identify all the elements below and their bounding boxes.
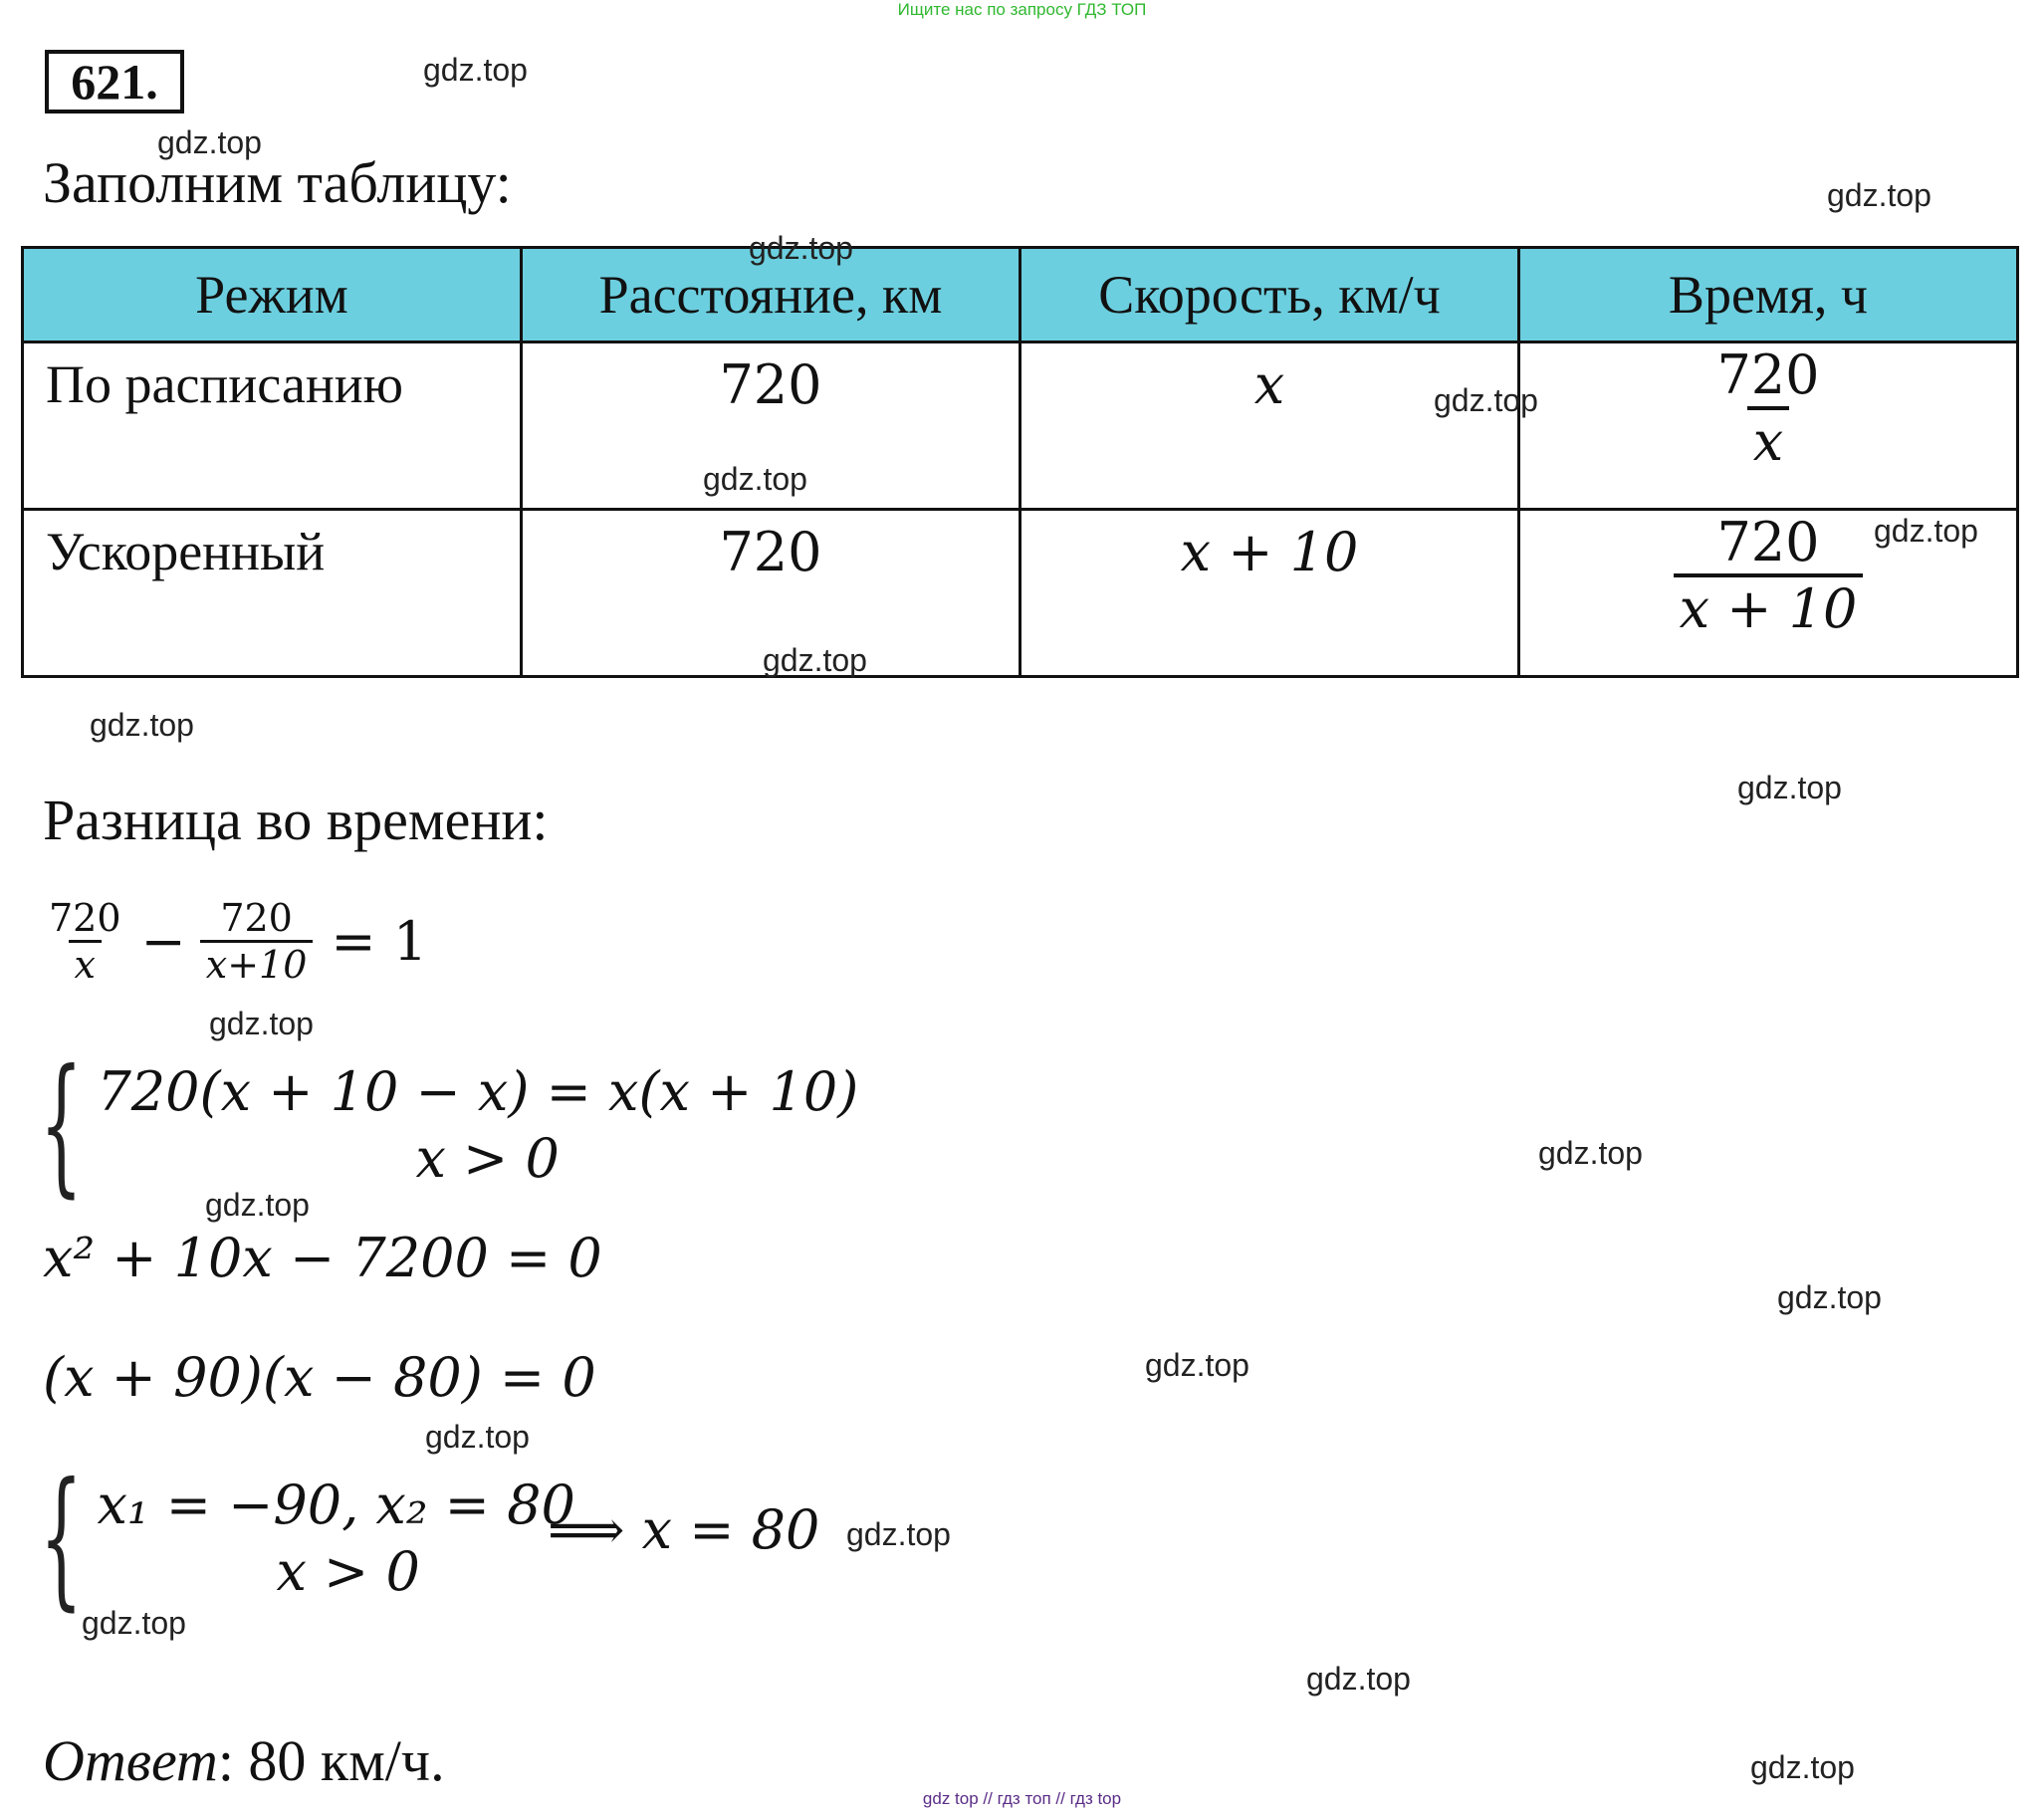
row2-speed: x + 10 [1021,510,1519,677]
watermark: gdz.top [90,707,194,743]
answer-line [43,1727,445,1794]
table-row [23,342,2018,510]
watermark: gdz.top [1874,513,1978,549]
watermark: gdz.top [425,1419,530,1455]
task-number: 621. [45,50,184,114]
difference-heading: Разница во времени: [43,788,549,852]
system1-line2: x > 0 [415,1127,560,1190]
row1-time [1519,342,2018,510]
row1-speed: x [1021,342,1519,510]
row2-distance: 720 [522,510,1021,677]
table-header-row [23,248,2018,342]
watermark: gdz.top [157,124,262,160]
intro-heading: Заполним таблицу: [43,150,512,215]
watermark: gdz.top [763,642,867,678]
system2-line1: x₁ = −90, x₂ = 80 [97,1474,575,1536]
answer-label: Ответ [43,1728,218,1793]
table-row [23,510,2018,677]
row2-time-fraction: $\frac{720}{x + 10}$ [1674,511,1864,640]
fraction-720-over-x: $\frac{720}{x}$ [49,896,121,987]
left-brace: { [40,1452,83,1625]
answer-text: : 80 км/ч. [217,1728,445,1793]
equation-result: ⟹ x = 80 [548,1498,820,1561]
watermark: gdz.top [846,1516,951,1552]
watermark: gdz.top [423,52,528,88]
footer-links[interactable]: gdz top // гдз топ // гдз top [922,1789,1122,1808]
row1-distance: 720 [522,342,1021,510]
watermark: gdz.top [1306,1661,1411,1697]
system2-line2: x > 0 [276,1540,420,1603]
left-brace: { [40,1038,83,1212]
fraction-720-over-x-plus-10: $\frac{720}{x+10}$ [200,896,314,987]
watermark: gdz.top [1827,177,1931,213]
watermark: gdz.top [1434,382,1538,418]
watermark: gdz.top [749,230,853,266]
system1-line1: 720(x + 10 − x) = x(x + 10) [97,1060,859,1123]
motion-table [21,246,2019,678]
equation-quadratic: x² + 10x − 7200 = 0 [43,1227,602,1289]
watermark: gdz.top [703,461,807,497]
equation-difference: $\frac{720}{x}$ − $\frac{720}{x+10}$ = 1 [43,896,427,987]
watermark: gdz.top [209,1006,314,1041]
header-distance: Расстояние, км [522,248,1021,342]
watermark: gdz.top [205,1187,310,1223]
equation-factored: (x + 90)(x − 80) = 0 [43,1346,596,1409]
search-hint-link[interactable]: Ищите нас по запросу ГДЗ ТОП [897,0,1147,19]
watermark: gdz.top [1538,1135,1643,1171]
header-mode: Режим [23,248,522,342]
watermark: gdz.top [1750,1749,1855,1785]
row1-time-fraction: $\frac{720}{x}$ [1716,343,1820,473]
watermark: gdz.top [1777,1279,1882,1315]
watermark: gdz.top [1737,770,1842,805]
header-time: Время, ч [1519,248,2018,342]
watermark: gdz.top [1145,1347,1249,1383]
row1-mode: По расписанию [23,342,522,510]
header-speed: Скорость, км/ч [1021,248,1519,342]
watermark: gdz.top [82,1605,186,1641]
row2-mode: Ускоренный [23,510,522,677]
